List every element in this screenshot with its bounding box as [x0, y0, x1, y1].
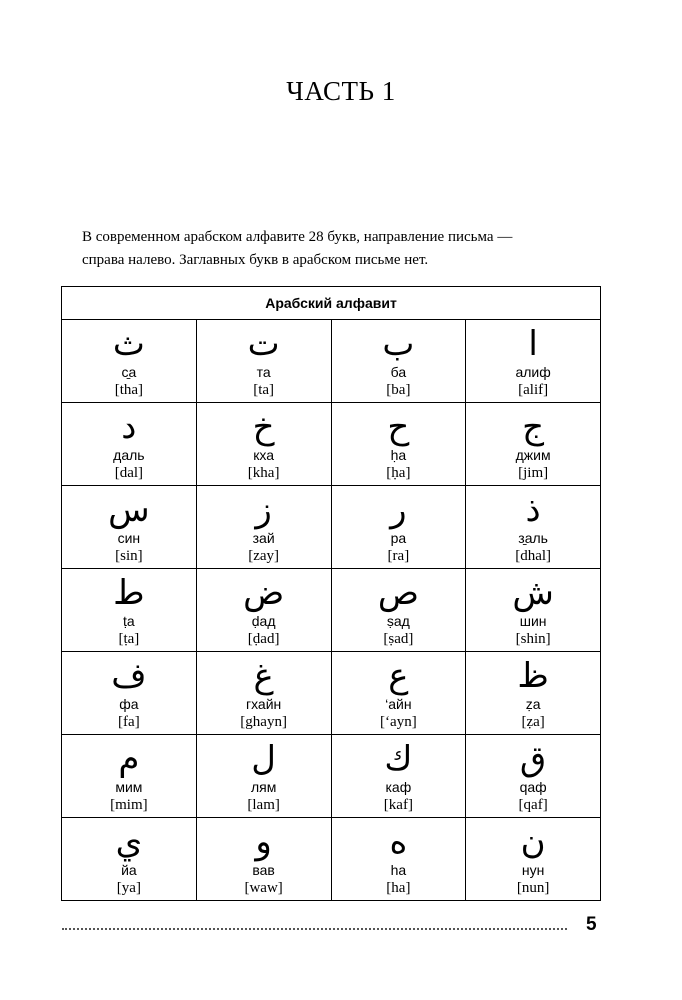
letter-cell	[466, 403, 601, 486]
letter-name: зай	[252, 530, 275, 546]
letter-cell	[466, 486, 601, 569]
letter-name: фа	[119, 696, 139, 712]
letter-glyph: ق	[519, 739, 547, 779]
letter-transliteration: [fa]	[118, 714, 140, 730]
letter-name: алиф	[515, 364, 551, 380]
letter-cell	[196, 735, 331, 818]
letter-cell	[466, 320, 601, 403]
letter-glyph: ب	[382, 324, 415, 364]
letter-cell	[196, 320, 331, 403]
letter-glyph: ش	[512, 573, 554, 613]
letter-glyph: غ	[253, 656, 274, 696]
letter-glyph: ي	[115, 822, 143, 862]
letter-name: ра	[390, 530, 407, 546]
letter-cell	[466, 818, 601, 901]
letter-transliteration: [dhal]	[515, 548, 552, 564]
letter-glyph: ط	[113, 573, 145, 613]
letter-cell	[196, 818, 331, 901]
letter-cell	[62, 569, 197, 652]
letter-name: шин	[519, 613, 547, 629]
letter-cell	[62, 818, 197, 901]
letter-glyph: ن	[520, 822, 546, 862]
letter-transliteration: [ba]	[386, 382, 411, 398]
letter-name: ḍад	[251, 613, 276, 629]
letter-transliteration: [alif]	[518, 382, 549, 398]
letter-name: ḥа	[390, 447, 407, 463]
letter-name: ṭа	[123, 613, 135, 629]
letter-transliteration: [shin]	[515, 631, 551, 647]
letter-name: та	[256, 364, 271, 380]
letter-glyph: ا	[528, 324, 538, 364]
letter-transliteration: [sin]	[115, 548, 143, 564]
letter-transliteration: [ẓa]	[521, 714, 545, 730]
letter-name: вав	[252, 862, 275, 878]
letter-name: джим	[515, 447, 551, 463]
letter-transliteration: [zay]	[248, 548, 280, 564]
letter-glyph: ص	[377, 573, 419, 613]
letter-glyph: ك	[384, 739, 413, 779]
letter-transliteration: [ta]	[253, 382, 275, 398]
letter-name: даль	[113, 447, 145, 463]
letter-glyph: ر	[390, 490, 407, 530]
letter-transliteration: [waw]	[244, 880, 283, 896]
table-row	[62, 818, 601, 901]
letter-name: гхайн	[245, 696, 282, 712]
letter-transliteration: [ha]	[386, 880, 411, 896]
letter-name: лям	[250, 779, 277, 795]
letter-glyph: ض	[243, 573, 285, 613]
letter-transliteration: [dal]	[114, 465, 144, 481]
letter-cell	[331, 320, 466, 403]
letter-glyph: ه	[389, 822, 408, 862]
letter-transliteration: [ghayn]	[240, 714, 287, 730]
page-number: 5	[586, 914, 597, 935]
letter-cell	[62, 403, 197, 486]
letter-name: йа	[121, 862, 137, 878]
letter-glyph: ف	[111, 656, 147, 696]
letter-cell	[62, 652, 197, 735]
letter-glyph: ذ	[525, 490, 541, 530]
letter-cell	[331, 735, 466, 818]
letter-cell	[466, 652, 601, 735]
table-row	[62, 320, 601, 403]
letter-name: ба	[390, 364, 407, 380]
letter-transliteration: [jim]	[518, 465, 549, 481]
arabic-alphabet-table	[61, 286, 601, 901]
letter-name: каф	[385, 779, 412, 795]
letter-cell	[331, 486, 466, 569]
letter-cell	[466, 735, 601, 818]
letter-transliteration: [kha]	[247, 465, 280, 481]
letter-name: кха	[253, 447, 274, 463]
letter-name: ẓа	[525, 696, 541, 712]
letter-glyph: و	[255, 822, 272, 862]
letter-glyph: ت	[247, 324, 280, 364]
letter-transliteration: [ṣad]	[383, 631, 414, 647]
letter-name: мим	[115, 779, 143, 795]
letter-cell	[196, 486, 331, 569]
table-row	[62, 486, 601, 569]
table-header: Арабский алфавит	[62, 287, 601, 320]
letter-transliteration: [nun]	[516, 880, 550, 896]
letter-name: ‘айн	[385, 696, 412, 712]
table-row	[62, 652, 601, 735]
letter-glyph: ح	[387, 407, 410, 447]
table-row	[62, 735, 601, 818]
letter-transliteration: [lam]	[247, 797, 280, 813]
intro-paragraph	[82, 226, 602, 272]
letter-cell	[62, 320, 197, 403]
letter-cell	[331, 403, 466, 486]
letter-name: син	[117, 530, 141, 546]
footer-dotted-rule	[62, 922, 567, 930]
letter-glyph: ل	[251, 739, 276, 779]
letter-cell	[196, 652, 331, 735]
letter-cell	[331, 818, 466, 901]
letter-name: з̱аль	[518, 530, 548, 546]
letter-glyph: ظ	[517, 656, 549, 696]
letter-name: с̱а	[121, 364, 137, 380]
page-title: ЧАСТЬ 1	[286, 76, 396, 106]
letter-cell	[466, 569, 601, 652]
letter-glyph: ج	[522, 407, 545, 447]
letter-transliteration: [ḍad]	[247, 631, 280, 647]
letter-transliteration: [‘ayn]	[380, 714, 417, 730]
table-row	[62, 403, 601, 486]
letter-cell	[62, 486, 197, 569]
letter-name: ṣад	[386, 613, 410, 629]
letter-glyph: د	[121, 407, 137, 447]
letter-transliteration: [ra]	[387, 548, 410, 564]
letter-transliteration: [qaf]	[518, 797, 548, 813]
letter-transliteration: [ṭa]	[118, 631, 140, 647]
letter-name: нун	[521, 862, 545, 878]
letter-name: qаф	[519, 779, 547, 795]
letter-glyph: ز	[255, 490, 272, 530]
letter-cell	[331, 569, 466, 652]
letter-transliteration: [ḥa]	[386, 465, 411, 481]
letter-cell	[331, 652, 466, 735]
letter-glyph: خ	[252, 407, 275, 447]
letter-glyph: ث	[112, 324, 145, 364]
letter-transliteration: [tha]	[114, 382, 144, 398]
table-row	[62, 569, 601, 652]
letter-transliteration: [mim]	[110, 797, 148, 813]
letter-name: ha	[390, 862, 407, 878]
letter-transliteration: [kaf]	[383, 797, 413, 813]
letter-glyph: م	[118, 739, 140, 779]
table-body	[62, 320, 601, 901]
letter-glyph: س	[108, 490, 150, 530]
intro-line: справа налево. Заглавных букв в арабском письме нет.	[82, 252, 429, 268]
intro-line: В современном арабском алфавите 28 букв, направление письма —	[82, 229, 513, 245]
letter-transliteration: [ya]	[116, 880, 141, 896]
letter-glyph: ع	[388, 656, 409, 696]
letter-cell	[62, 735, 197, 818]
letter-cell	[196, 403, 331, 486]
letter-cell	[196, 569, 331, 652]
